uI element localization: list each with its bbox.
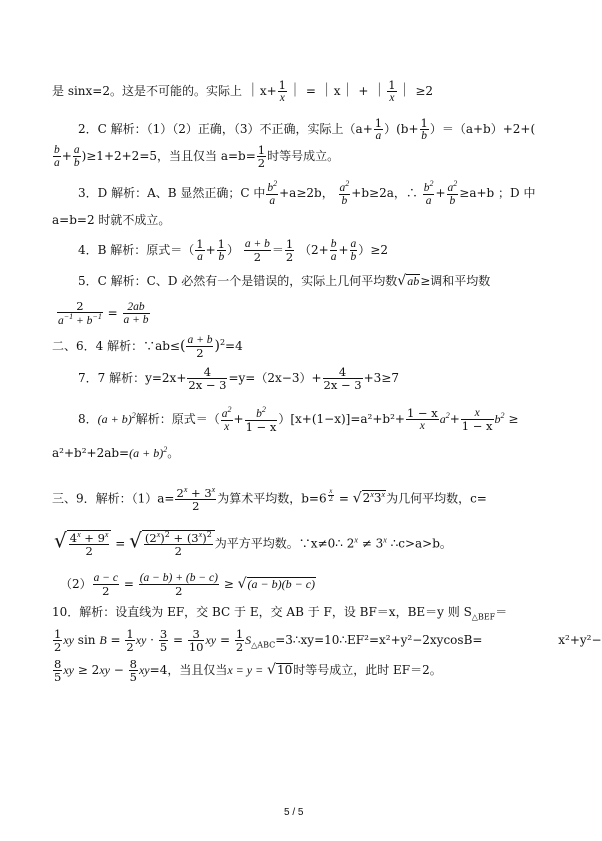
text: （2+ — [299, 243, 329, 258]
line-5 — [52, 214, 170, 226]
line-17: $\frac{1}{2}$ xy sin B = $\frac{1}{2}$ xy · $\frac{3}{5}$ = $\frac{3}{10}$ xy = $\frac{1}{2}$ $S_{\triangle ABC}=3\therefore xy=10\therefore EF^2=x^2+y^2-2xycosB= x^2+y^2-$ — [54, 627, 602, 655]
page-number: 5 / 5 — [284, 807, 304, 818]
text: +3≥7 — [363, 371, 399, 386]
fraction: $\frac{b^2}{1 - x}$ — [245, 405, 277, 434]
fraction: $\frac{(2^x)^2 + (3^x)^2}{2}$ — [144, 530, 212, 558]
fraction: $\frac{1}{2}$ — [126, 627, 134, 655]
line-18: $\frac{8}{5}$ xy ≥ 2xy − $\frac{8}{5}$ xy=4，当且仅当x = y = √10时等号成立，此时 EF＝2。 — [54, 657, 442, 685]
text: +b≥2a，∴ — [351, 185, 418, 200]
fraction: $\frac{1}{a}$ — [374, 116, 383, 143]
line-3: $\frac{b}{a}$ + $\frac{a}{b}$ )≥1+2+2=5，当且仅当 a=b= $\frac{1}{2}$ 时等号成立。 — [54, 143, 340, 171]
fraction: $\frac{1}{2}$ — [257, 143, 266, 171]
text: x+ — [259, 84, 277, 99]
fraction: $\frac{a + b}{2}$ — [187, 334, 213, 361]
text: ＝ — [271, 243, 284, 258]
text: ≥2 — [415, 84, 434, 99]
text: x — [333, 84, 341, 99]
fraction: $\frac{1}{b}$ — [420, 116, 428, 143]
text: 7．7 解析：y=2x+ — [78, 371, 187, 386]
text: ≥a+b ；D 中 — [459, 185, 536, 200]
text: 解析：原式＝（ — [135, 411, 220, 426]
fraction: $\frac{4}{2x - 3}$ — [188, 365, 227, 393]
text: ＝ — [495, 605, 508, 619]
fraction: $\frac{1}{b}$ — [217, 237, 225, 264]
fraction: $\frac{4^x + 9^x}{2}$ — [69, 530, 109, 558]
text: 3．D 解析：A、B 显然正确；C 中 — [78, 185, 266, 200]
fraction: $\frac{1}{2}$ — [54, 627, 62, 655]
line-8: $\frac{2}{a^{-1} + b^{-1}}$ = $\frac{2ab}{a + b}$ — [58, 299, 149, 327]
text: +a≥2b， — [279, 185, 334, 200]
fraction: $\frac{a}{b}$ — [350, 238, 357, 264]
line-10 — [78, 366, 399, 391]
line-4: 3．D 解析：A、B 显然正确；C 中 $\frac{b^2}{a}$ +a≥2b， $\frac{a^2}{b}$ +b≥2a，∴ $\frac{b^2}{a}$ + $\frac{a^2}{b}$ ≥a+b ；D 中 — [78, 179, 536, 207]
line-13: 三、9．解析：（1）a= $\frac{2^x + 3^x}{2}$ 为算术平均数，b=6 $^{\frac{x}{2}}$ = $√2^x3^x$为几何平均数，c= — [52, 485, 487, 513]
fraction: $\frac{a}{b}$ — [73, 144, 80, 170]
text: 10．解析：设直线为 EF，交 BC 于 E，交 AB 于 F，设 BF＝x，BE＝y 则 S — [52, 605, 472, 619]
fraction: $\frac{3}{10}$ — [188, 627, 204, 655]
line-12: $a^2+b^2+2ab=(a + b)^2$。 — [52, 445, 180, 460]
text: ）[x+(1−x)]=a²+b²+ — [278, 411, 405, 426]
text: ≥ — [508, 411, 519, 426]
fraction: $\frac{a - c}{2}$ — [93, 572, 119, 599]
fraction: $\frac{1}{x}$ — [278, 78, 286, 105]
text: 5．C 解析：C、D 必然有一个是错误的，实际上几何平均数 — [78, 274, 398, 288]
text: 4．B 解析：原式＝（ — [78, 243, 195, 258]
text: ≥1+2+2=5，当且仅当 a=b= — [86, 149, 256, 164]
line-1: 是 sinx=2。这是不可能的。实际上 ｜x+ $\frac{1}{x}$ ｜ = ｜x｜ + ｜ $\frac{1}{x}$ ｜ ≥2 — [52, 78, 434, 105]
text: 为算术平均数，b= — [217, 491, 319, 506]
text: 2．C 解析：（1）（2）正确，（3）不正确，实际上（a+ — [78, 122, 373, 137]
text: ≥调和平均数 — [420, 274, 491, 288]
fraction: $\frac{2}{a^{-1} + b^{-1}}$ — [58, 299, 102, 327]
fraction: $\frac{b}{a}$ — [330, 238, 337, 264]
text: =y=（2x−3）+ — [228, 371, 322, 386]
text: 是 sinx=2。这是不可能的。实际上 — [52, 84, 242, 99]
fraction: $\frac{a^2}{b}$ — [447, 179, 458, 207]
line-7: 5．C 解析：C、D 必然有一个是错误的，实际上几何平均数√ab≥调和平均数 — [78, 273, 491, 289]
fraction: $\frac{1}{a}$ — [196, 237, 204, 264]
line-9: 二、6．4 解析：∵ab≤( $\frac{a + b}{2}$ )$^2$=4 — [52, 334, 243, 361]
text: =3∴xy=10∴EF²=x²+y²−2xycosB= — [275, 633, 483, 648]
line-2 — [78, 117, 535, 142]
text: + — [358, 84, 369, 99]
text: = — [305, 84, 316, 99]
text: =4 — [225, 339, 243, 354]
text: 为几何平均数，c= — [386, 491, 487, 506]
text: ）＝（a+b）+2+( — [429, 122, 536, 137]
line-6: 4．B 解析：原式＝（ $\frac{1}{a}$ + $\frac{1}{b}$ ） $\frac{a + b}{2}$ ＝ $\frac{1}{2}$ （2+ $\frac{b}{a}$ + $\frac{a}{b}$ ）≥2 — [78, 237, 388, 265]
text: ）(b+ — [384, 122, 419, 137]
fraction: $\frac{4}{2x - 3}$ — [323, 365, 362, 393]
fraction: $\frac{b}{a}$ — [54, 144, 60, 170]
fraction: $\frac{8}{5}$ — [54, 657, 62, 685]
fraction: $\frac{2^x + 3^x}{2}$ — [176, 485, 216, 513]
text: 二、6．4 解析：∵ab≤ — [52, 339, 180, 354]
fraction: $\frac{b^2}{a}$ — [423, 179, 434, 207]
text: 三、9．解析：（1）a= — [52, 491, 175, 506]
text: a=b=2 时就不成立。 — [52, 213, 171, 227]
line-11: 8．$(a + b)^2$解析：原式＝（ $\frac{a^2}{x}$ + $\frac{b^2}{1 - x}$ ）[x+(1−x)]=a²+b²+ $\frac{1 - x}{x}$ $a^2+$ $\frac{x}{1 - x}$ $b^2$ ≥ — [78, 405, 519, 434]
text: ） — [227, 243, 240, 258]
text: a²+b²+2ab= — [52, 446, 130, 460]
fraction: $\frac{2ab}{a + b}$ — [123, 300, 149, 326]
fraction: $\frac{1 - x}{x}$ — [406, 405, 438, 432]
text: （2） — [60, 577, 92, 592]
text: 为平方平均数。∵x≠0∴ 2 — [214, 536, 355, 551]
fraction: $\frac{a + b}{2}$ — [244, 238, 270, 265]
fraction: $\frac{a^2}{x}$ — [221, 405, 232, 433]
line-16: 10．解析：设直线为 EF，交 BC 于 E，交 AB 于 F，设 BF＝x，BE＝y 则 $S_{\triangle BEF}=$ — [52, 605, 508, 622]
fraction: $\frac{1}{2}$ — [235, 627, 244, 655]
text: x²+y²− — [558, 633, 602, 648]
fraction: $\frac{1}{x}$ — [388, 78, 396, 105]
fraction: $\frac{3}{5}$ — [159, 627, 168, 655]
fraction: $\frac{8}{5}$ — [129, 657, 137, 685]
text: ）≥2 — [358, 243, 388, 258]
fraction: $\frac{(a - b) + (b - c)}{2}$ — [139, 572, 218, 599]
fraction: $\frac{1}{2}$ — [285, 237, 294, 265]
text: 时等号成立。 — [267, 149, 340, 164]
text: =4，当且仅当 — [149, 663, 228, 678]
text: 时等号成立，此时 EF＝2。 — [293, 663, 442, 678]
line-15: （2） $\frac{a - c}{2}$ = $\frac{(a - b) + (b - c)}{2}$ ≥ √(a − b)(b − c) — [60, 572, 316, 599]
fraction: $\frac{x}{1 - x}$ — [461, 406, 493, 433]
line-14: √ $\frac{4^x + 9^x}{2}$ = √ $\frac{(2^x)^2 + (3^x)^2}{2}$ 为平方平均数。∵x≠0∴ $2^x \ne 3^x$ ∴c>a>b。 — [54, 528, 452, 558]
fraction: $\frac{b^2}{a}$ — [267, 179, 278, 207]
text: 8． — [78, 411, 98, 426]
fraction: $\frac{a^2}{b}$ — [339, 179, 350, 207]
text: ∴c>a>b。 — [390, 536, 452, 551]
